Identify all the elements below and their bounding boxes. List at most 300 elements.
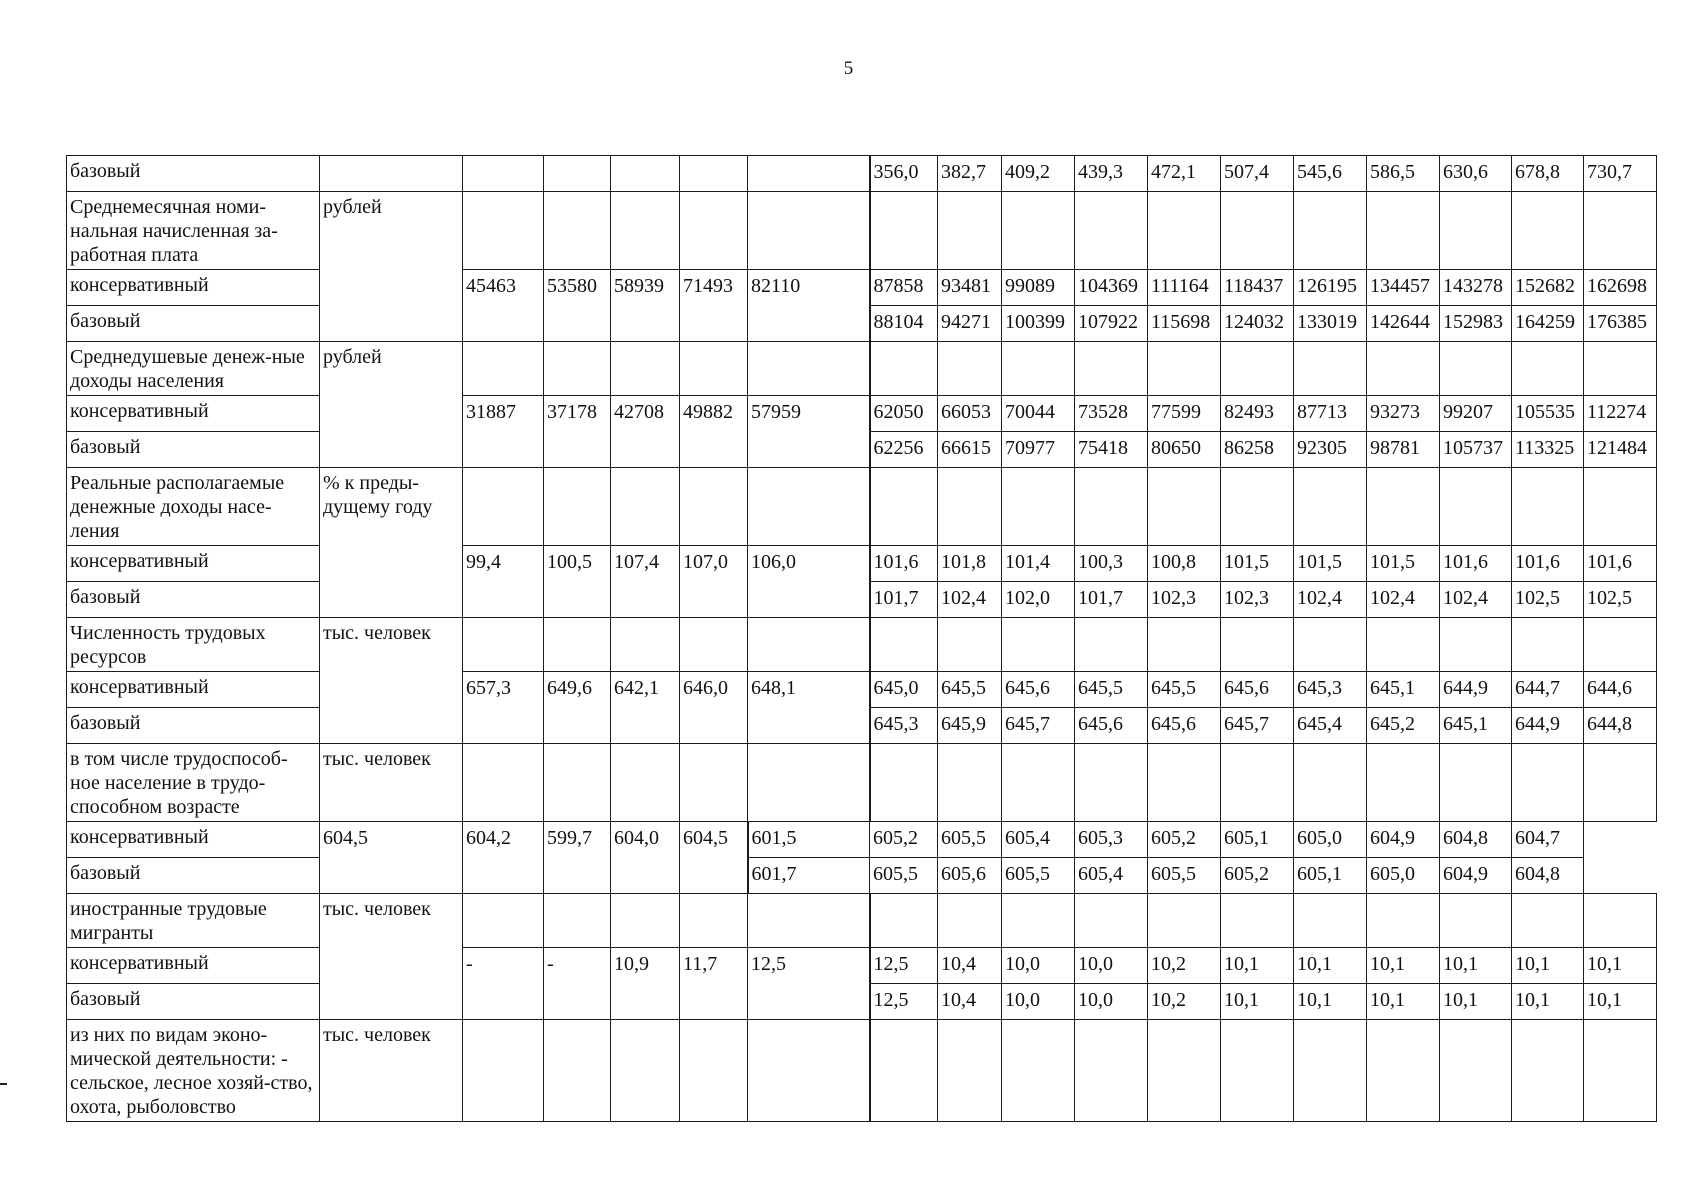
scenario-label: консервативный bbox=[67, 672, 320, 708]
forecast-value-cell: 102,4 bbox=[1367, 582, 1440, 618]
forecast-value-cell: 93273 bbox=[1367, 396, 1440, 432]
forecast-value-cell: 102,3 bbox=[1221, 582, 1294, 618]
empty-cell bbox=[1440, 618, 1512, 672]
forecast-value-cell: 101,6 bbox=[1512, 546, 1584, 582]
empty-cell bbox=[1294, 192, 1367, 270]
forecast-value-cell: 586,5 bbox=[1367, 156, 1440, 192]
forecast-value-cell: 115698 bbox=[1148, 306, 1221, 342]
past-value-cell: 42708 bbox=[611, 396, 680, 468]
scenario-label: консервативный bbox=[67, 546, 320, 582]
forecast-value-cell: 605,5 bbox=[870, 858, 938, 894]
empty-cell bbox=[1002, 192, 1075, 270]
forecast-value-cell: 133019 bbox=[1294, 306, 1367, 342]
empty-cell bbox=[680, 1020, 748, 1122]
empty-cell bbox=[1440, 192, 1512, 270]
empty-cell bbox=[1075, 192, 1148, 270]
empty-cell bbox=[1584, 744, 1657, 822]
forecast-value-cell: 605,4 bbox=[1075, 858, 1148, 894]
past-value-cell: 49882 bbox=[680, 396, 748, 468]
forecast-value-cell: 645,4 bbox=[1294, 708, 1367, 744]
empty-cell bbox=[938, 192, 1002, 270]
forecast-value-cell: 645,6 bbox=[1075, 708, 1148, 744]
forecast-value-cell: 382,7 bbox=[938, 156, 1002, 192]
forecast-value-cell: 102,4 bbox=[1440, 582, 1512, 618]
forecast-value-cell: 111164 bbox=[1148, 270, 1221, 306]
past-value-cell: 657,3 bbox=[463, 672, 544, 744]
empty-cell bbox=[748, 618, 870, 672]
empty-cell bbox=[463, 894, 544, 948]
forecast-value-cell: 101,7 bbox=[1075, 582, 1148, 618]
forecast-value-cell: 645,6 bbox=[1221, 672, 1294, 708]
forecast-value-cell: 10,1 bbox=[1512, 948, 1584, 984]
forecast-value-cell: 644,8 bbox=[1584, 708, 1657, 744]
unit-cell: рублей bbox=[320, 192, 463, 342]
past-value-cell: 11,7 bbox=[680, 948, 748, 1020]
past-value-cell: 604,5 bbox=[320, 822, 463, 894]
forecast-value-cell: 10,0 bbox=[1002, 948, 1075, 984]
forecast-value-cell: 66615 bbox=[938, 432, 1002, 468]
forecast-value-cell: 10,1 bbox=[1367, 984, 1440, 1020]
empty-cell bbox=[1002, 894, 1075, 948]
empty-cell bbox=[463, 1020, 544, 1122]
forecast-value-cell: 10,1 bbox=[1294, 948, 1367, 984]
scenario-row bbox=[67, 396, 1657, 432]
empty-cell bbox=[680, 894, 748, 948]
past-value-cell: 604,5 bbox=[680, 822, 748, 894]
past-value-cell: 37178 bbox=[544, 396, 611, 468]
forecast-value-cell: 645,3 bbox=[870, 708, 938, 744]
forecast-value-cell: 121484 bbox=[1584, 432, 1657, 468]
forecast-value-cell: 604,9 bbox=[1440, 858, 1512, 894]
past-value-cell bbox=[748, 156, 870, 192]
forecast-value-cell: 105737 bbox=[1440, 432, 1512, 468]
scenario-label: базовый bbox=[67, 156, 320, 192]
forecast-value-cell: 10,1 bbox=[1221, 948, 1294, 984]
forecast-value-cell: 100,3 bbox=[1075, 546, 1148, 582]
past-value-cell bbox=[544, 156, 611, 192]
indicator-label: Среднемесячная номи-нальная начисленная за-работная плата bbox=[67, 192, 320, 270]
forecast-value-cell: 601,7 bbox=[748, 858, 870, 894]
forecast-value-cell: 102,4 bbox=[1294, 582, 1367, 618]
past-value-cell: 100,5 bbox=[544, 546, 611, 618]
forecast-value-cell: 10,1 bbox=[1584, 984, 1657, 1020]
forecast-value-cell: 601,5 bbox=[748, 822, 870, 858]
indicators-table bbox=[66, 155, 1657, 1122]
forecast-value-cell: 507,4 bbox=[1221, 156, 1294, 192]
scenario-label: консервативный bbox=[67, 396, 320, 432]
empty-cell bbox=[1512, 618, 1584, 672]
forecast-value-cell: 545,6 bbox=[1294, 156, 1367, 192]
forecast-value-cell: 104369 bbox=[1075, 270, 1148, 306]
past-value-cell: 106,0 bbox=[748, 546, 870, 618]
forecast-value-cell: 10,1 bbox=[1512, 984, 1584, 1020]
past-value-cell: 10,9 bbox=[611, 948, 680, 1020]
empty-cell bbox=[1512, 744, 1584, 822]
empty-cell bbox=[1221, 468, 1294, 546]
past-value-cell: 604,2 bbox=[463, 822, 544, 894]
forecast-value-cell: 100399 bbox=[1002, 306, 1075, 342]
forecast-value-cell: 10,1 bbox=[1221, 984, 1294, 1020]
empty-cell bbox=[611, 1020, 680, 1122]
scenario-row bbox=[67, 822, 1657, 858]
empty-cell bbox=[1440, 744, 1512, 822]
unit-cell bbox=[320, 156, 463, 192]
forecast-value-cell: 70977 bbox=[1002, 432, 1075, 468]
forecast-value-cell: 605,3 bbox=[1075, 822, 1148, 858]
scenario-row bbox=[67, 156, 1657, 192]
empty-cell bbox=[938, 894, 1002, 948]
forecast-value-cell: 605,0 bbox=[1294, 822, 1367, 858]
past-value-cell: 53580 bbox=[544, 270, 611, 342]
indicator-label: Среднедушевые денеж-ные доходы населения bbox=[67, 342, 320, 396]
forecast-value-cell: 630,6 bbox=[1440, 156, 1512, 192]
forecast-value-cell: 10,0 bbox=[1002, 984, 1075, 1020]
forecast-value-cell: 645,7 bbox=[1002, 708, 1075, 744]
empty-cell bbox=[938, 744, 1002, 822]
empty-cell bbox=[611, 342, 680, 396]
unit-cell: тыс. человек bbox=[320, 894, 463, 1020]
page-number: 5 bbox=[843, 58, 854, 79]
empty-cell bbox=[748, 1020, 870, 1122]
forecast-value-cell: 605,2 bbox=[1221, 858, 1294, 894]
forecast-value-cell: 605,2 bbox=[870, 822, 938, 858]
forecast-value-cell: 62256 bbox=[870, 432, 938, 468]
past-value-cell: 604,0 bbox=[611, 822, 680, 894]
scenario-label: базовый bbox=[67, 858, 320, 894]
forecast-value-cell: 605,4 bbox=[1002, 822, 1075, 858]
empty-cell bbox=[544, 192, 611, 270]
past-value-cell: 648,1 bbox=[748, 672, 870, 744]
empty-cell bbox=[1075, 1020, 1148, 1122]
forecast-value-cell: 101,6 bbox=[1440, 546, 1512, 582]
empty-cell bbox=[1148, 618, 1221, 672]
indicator-label: в том числе трудоспособ-ное население в трудо-способном возрасте bbox=[67, 744, 320, 822]
forecast-value-cell: 645,6 bbox=[1148, 708, 1221, 744]
forecast-value-cell: 645,1 bbox=[1440, 708, 1512, 744]
forecast-value-cell: 10,4 bbox=[938, 948, 1002, 984]
empty-cell bbox=[611, 744, 680, 822]
past-value-cell bbox=[611, 156, 680, 192]
forecast-value-cell: 105535 bbox=[1512, 396, 1584, 432]
indicator-row bbox=[67, 342, 1657, 396]
forecast-value-cell: 98781 bbox=[1367, 432, 1440, 468]
empty-cell bbox=[611, 894, 680, 948]
empty-cell bbox=[463, 468, 544, 546]
scenario-label: консервативный bbox=[67, 270, 320, 306]
past-value-cell: 642,1 bbox=[611, 672, 680, 744]
forecast-value-cell: 152682 bbox=[1512, 270, 1584, 306]
empty-cell bbox=[544, 342, 611, 396]
forecast-value-cell: 113325 bbox=[1512, 432, 1584, 468]
forecast-value-cell: 118437 bbox=[1221, 270, 1294, 306]
empty-cell bbox=[1221, 342, 1294, 396]
empty-cell bbox=[1294, 342, 1367, 396]
empty-cell bbox=[1075, 618, 1148, 672]
scenario-label: консервативный bbox=[67, 948, 320, 984]
forecast-value-cell: 605,1 bbox=[1294, 858, 1367, 894]
unit-cell: тыс. человек bbox=[320, 618, 463, 744]
empty-cell bbox=[1440, 342, 1512, 396]
forecast-value-cell: 80650 bbox=[1148, 432, 1221, 468]
empty-cell bbox=[870, 342, 938, 396]
empty-cell bbox=[748, 894, 870, 948]
empty-cell bbox=[544, 744, 611, 822]
forecast-value-cell: 678,8 bbox=[1512, 156, 1584, 192]
forecast-value-cell: 107922 bbox=[1075, 306, 1148, 342]
forecast-value-cell: 10,1 bbox=[1367, 948, 1440, 984]
empty-cell bbox=[544, 468, 611, 546]
empty-cell bbox=[463, 342, 544, 396]
forecast-value-cell: 605,5 bbox=[1002, 858, 1075, 894]
forecast-value-cell: 644,7 bbox=[1512, 672, 1584, 708]
forecast-value-cell: 645,7 bbox=[1221, 708, 1294, 744]
forecast-value-cell: 62050 bbox=[870, 396, 938, 432]
forecast-value-cell: 152983 bbox=[1440, 306, 1512, 342]
empty-cell bbox=[1512, 894, 1584, 948]
forecast-value-cell: 12,5 bbox=[870, 984, 938, 1020]
forecast-value-cell: 645,2 bbox=[1367, 708, 1440, 744]
empty-cell bbox=[1148, 1020, 1221, 1122]
forecast-value-cell: 124032 bbox=[1221, 306, 1294, 342]
forecast-value-cell: 12,5 bbox=[870, 948, 938, 984]
forecast-value-cell: 75418 bbox=[1075, 432, 1148, 468]
empty-cell bbox=[1367, 342, 1440, 396]
forecast-value-cell: 730,7 bbox=[1584, 156, 1657, 192]
forecast-value-cell: 604,9 bbox=[1367, 822, 1440, 858]
empty-cell bbox=[1294, 744, 1367, 822]
empty-cell bbox=[1002, 744, 1075, 822]
past-value-cell: 58939 bbox=[611, 270, 680, 342]
empty-cell bbox=[1367, 192, 1440, 270]
past-value-cell: 107,4 bbox=[611, 546, 680, 618]
empty-cell bbox=[1440, 468, 1512, 546]
forecast-value-cell: 134457 bbox=[1367, 270, 1440, 306]
empty-cell bbox=[1075, 468, 1148, 546]
empty-cell bbox=[1148, 342, 1221, 396]
forecast-value-cell: 10,1 bbox=[1584, 948, 1657, 984]
empty-cell bbox=[1440, 894, 1512, 948]
scenario-label: базовый bbox=[67, 582, 320, 618]
indicator-row bbox=[67, 744, 1657, 822]
empty-cell bbox=[611, 192, 680, 270]
empty-cell bbox=[544, 1020, 611, 1122]
forecast-value-cell: 10,1 bbox=[1440, 948, 1512, 984]
indicator-row bbox=[67, 192, 1657, 270]
empty-cell bbox=[1294, 894, 1367, 948]
empty-cell bbox=[1221, 744, 1294, 822]
empty-cell bbox=[1075, 894, 1148, 948]
past-value-cell: 71493 bbox=[680, 270, 748, 342]
empty-cell bbox=[1075, 744, 1148, 822]
empty-cell bbox=[1221, 1020, 1294, 1122]
empty-cell bbox=[611, 468, 680, 546]
empty-cell bbox=[1367, 1020, 1440, 1122]
empty-cell bbox=[463, 744, 544, 822]
forecast-value-cell: 645,5 bbox=[1148, 672, 1221, 708]
forecast-value-cell: 70044 bbox=[1002, 396, 1075, 432]
scenario-label: консервативный bbox=[67, 822, 320, 858]
unit-cell: рублей bbox=[320, 342, 463, 468]
forecast-value-cell: 101,6 bbox=[870, 546, 938, 582]
forecast-value-cell: 87713 bbox=[1294, 396, 1367, 432]
empty-cell bbox=[870, 468, 938, 546]
forecast-value-cell: 645,6 bbox=[1002, 672, 1075, 708]
empty-cell bbox=[938, 468, 1002, 546]
indicator-label: из них по видам эконо-мической деятельности: - сельское, лесное хозяй-ство, охота, рыболовство bbox=[67, 1020, 320, 1122]
past-value-cell: 82110 bbox=[748, 270, 870, 342]
forecast-value-cell: 100,8 bbox=[1148, 546, 1221, 582]
forecast-value-cell: 101,5 bbox=[1367, 546, 1440, 582]
empty-cell bbox=[870, 192, 938, 270]
empty-cell bbox=[1440, 1020, 1512, 1122]
unit-cell: тыс. человек bbox=[320, 1020, 463, 1122]
empty-cell bbox=[870, 1020, 938, 1122]
empty-cell bbox=[1148, 192, 1221, 270]
forecast-value-cell: 94271 bbox=[938, 306, 1002, 342]
forecast-value-cell: 644,6 bbox=[1584, 672, 1657, 708]
empty-cell bbox=[748, 744, 870, 822]
empty-cell bbox=[1584, 1020, 1657, 1122]
forecast-value-cell: 101,6 bbox=[1584, 546, 1657, 582]
forecast-value-cell: 356,0 bbox=[870, 156, 938, 192]
empty-cell bbox=[1148, 744, 1221, 822]
empty-cell bbox=[870, 618, 938, 672]
empty-cell bbox=[870, 744, 938, 822]
forecast-value-cell: 101,4 bbox=[1002, 546, 1075, 582]
past-value-cell: 599,7 bbox=[544, 822, 611, 894]
scenario-label: базовый bbox=[67, 306, 320, 342]
forecast-value-cell: 644,9 bbox=[1512, 708, 1584, 744]
forecast-value-cell: 82493 bbox=[1221, 396, 1294, 432]
past-value-cell bbox=[463, 156, 544, 192]
forecast-value-cell: 644,9 bbox=[1440, 672, 1512, 708]
empty-cell bbox=[938, 618, 1002, 672]
empty-cell bbox=[463, 192, 544, 270]
past-value-cell: 99,4 bbox=[463, 546, 544, 618]
forecast-value-cell: 439,3 bbox=[1075, 156, 1148, 192]
indicator-label: иностранные трудовые мигранты bbox=[67, 894, 320, 948]
forecast-value-cell: 77599 bbox=[1148, 396, 1221, 432]
forecast-value-cell: 10,4 bbox=[938, 984, 1002, 1020]
indicator-label: Численность трудовых ресурсов bbox=[67, 618, 320, 672]
empty-cell bbox=[1367, 468, 1440, 546]
forecast-value-cell: 87858 bbox=[870, 270, 938, 306]
forecast-value-cell: 101,5 bbox=[1221, 546, 1294, 582]
forecast-value-cell: 162698 bbox=[1584, 270, 1657, 306]
forecast-value-cell: 605,1 bbox=[1221, 822, 1294, 858]
forecast-value-cell: 102,0 bbox=[1002, 582, 1075, 618]
past-value-cell bbox=[680, 156, 748, 192]
forecast-value-cell: 645,5 bbox=[1075, 672, 1148, 708]
empty-cell bbox=[1512, 1020, 1584, 1122]
empty-cell bbox=[611, 618, 680, 672]
forecast-value-cell: 73528 bbox=[1075, 396, 1148, 432]
scenario-row bbox=[67, 672, 1657, 708]
forecast-value-cell: 645,5 bbox=[938, 672, 1002, 708]
empty-cell bbox=[1584, 192, 1657, 270]
empty-cell bbox=[1002, 342, 1075, 396]
empty-cell bbox=[1512, 468, 1584, 546]
empty-cell bbox=[1002, 1020, 1075, 1122]
empty-cell bbox=[680, 468, 748, 546]
scenario-label: базовый bbox=[67, 432, 320, 468]
empty-cell bbox=[1584, 618, 1657, 672]
empty-cell bbox=[1148, 894, 1221, 948]
empty-cell bbox=[1075, 342, 1148, 396]
forecast-value-cell: 645,3 bbox=[1294, 672, 1367, 708]
forecast-value-cell: 472,1 bbox=[1148, 156, 1221, 192]
forecast-value-cell: 112274 bbox=[1584, 396, 1657, 432]
forecast-value-cell: 645,9 bbox=[938, 708, 1002, 744]
empty-cell bbox=[1367, 744, 1440, 822]
empty-cell bbox=[938, 1020, 1002, 1122]
empty-cell bbox=[1221, 618, 1294, 672]
forecast-value-cell: 10,0 bbox=[1075, 948, 1148, 984]
scenario-row bbox=[67, 546, 1657, 582]
forecast-value-cell: 101,5 bbox=[1294, 546, 1367, 582]
forecast-value-cell: 409,2 bbox=[1002, 156, 1075, 192]
scenario-row bbox=[67, 858, 1657, 894]
forecast-value-cell: 102,5 bbox=[1512, 582, 1584, 618]
empty-cell bbox=[748, 192, 870, 270]
past-value-cell: 57959 bbox=[748, 396, 870, 468]
empty-cell bbox=[680, 192, 748, 270]
forecast-value-cell: 102,4 bbox=[938, 582, 1002, 618]
past-value-cell: - bbox=[463, 948, 544, 1020]
empty-cell bbox=[463, 618, 544, 672]
empty-cell bbox=[1584, 894, 1657, 948]
forecast-value-cell: 164259 bbox=[1512, 306, 1584, 342]
indicator-row bbox=[67, 894, 1657, 948]
forecast-value-cell: 143278 bbox=[1440, 270, 1512, 306]
forecast-value-cell: 99207 bbox=[1440, 396, 1512, 432]
unit-cell: тыс. человек bbox=[320, 744, 463, 822]
empty-cell bbox=[1221, 894, 1294, 948]
empty-cell bbox=[1148, 468, 1221, 546]
forecast-value-cell: 66053 bbox=[938, 396, 1002, 432]
empty-cell bbox=[544, 894, 611, 948]
forecast-value-cell: 604,8 bbox=[1512, 858, 1584, 894]
forecast-value-cell: 10,2 bbox=[1148, 948, 1221, 984]
forecast-value-cell: 645,1 bbox=[1367, 672, 1440, 708]
past-value-cell: 649,6 bbox=[544, 672, 611, 744]
forecast-value-cell: 605,5 bbox=[938, 822, 1002, 858]
forecast-value-cell: 605,5 bbox=[1148, 858, 1221, 894]
empty-cell bbox=[680, 744, 748, 822]
forecast-value-cell: 126195 bbox=[1294, 270, 1367, 306]
past-value-cell: 107,0 bbox=[680, 546, 748, 618]
empty-cell bbox=[748, 342, 870, 396]
forecast-value-cell: 101,8 bbox=[938, 546, 1002, 582]
indicator-row bbox=[67, 468, 1657, 546]
empty-cell bbox=[1512, 342, 1584, 396]
empty-cell bbox=[680, 618, 748, 672]
forecast-value-cell: 88104 bbox=[870, 306, 938, 342]
scenario-label: базовый bbox=[67, 708, 320, 744]
empty-cell bbox=[1221, 192, 1294, 270]
empty-cell bbox=[1294, 468, 1367, 546]
forecast-value-cell: 10,1 bbox=[1294, 984, 1367, 1020]
empty-cell bbox=[544, 618, 611, 672]
empty-cell bbox=[1002, 468, 1075, 546]
forecast-value-cell: 102,5 bbox=[1584, 582, 1657, 618]
empty-cell bbox=[680, 342, 748, 396]
indicator-row bbox=[67, 1020, 1657, 1122]
scenario-row bbox=[67, 270, 1657, 306]
empty-cell bbox=[1367, 894, 1440, 948]
indicator-label: Реальные располагаемые денежные доходы насе-ления bbox=[67, 468, 320, 546]
forecast-value-cell: 10,2 bbox=[1148, 984, 1221, 1020]
